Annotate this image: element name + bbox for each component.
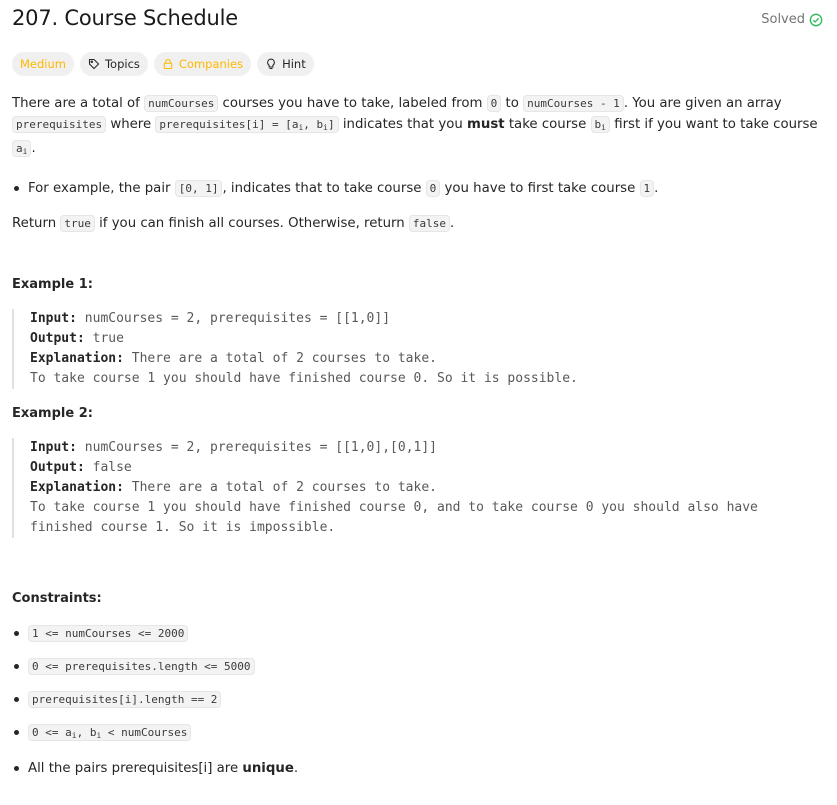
example-1-block [12,309,827,389]
code-zero: 0 [426,180,441,197]
hint-label: Hint [282,57,306,71]
code-prerequisites: prerequisites [12,116,106,133]
text: . [654,181,659,196]
constraint-code [28,724,191,741]
list-item [12,758,827,779]
subscript: i [601,123,606,132]
constraint-code: prerequisites[i].length == 2 [28,691,221,708]
text: indicates that you [338,117,468,132]
code-bi [591,116,610,133]
text: you have to first take course [440,181,640,196]
text: , indicates that to take course [222,181,426,196]
list-item [12,722,827,746]
input-label: Input: [30,440,77,455]
code-numcourses: numCourses [144,95,218,112]
subscript: i [298,123,304,132]
list-item [12,656,827,677]
example-2-block [12,438,827,538]
constraint-code: 1 <= numCourses <= 2000 [28,625,188,642]
topics-label: Topics [104,57,140,71]
subscript: i [96,731,102,740]
text: a [16,142,23,155]
example-1-title: Example 1: [12,277,93,292]
tag-icon [88,58,100,70]
problem-title: 207. Course Schedule [12,6,238,30]
explanation-value: There are a total of 2 courses to take. To take course 1 you should have finished course 0. So it is possible. [30,351,578,386]
explanation-label: Explanation: [30,351,124,366]
text: , b [303,118,324,131]
code-pair: [0, 1] [175,180,223,197]
text: where [106,117,156,132]
text: Return [12,216,61,231]
subscript: i [323,123,328,132]
list-item [12,623,827,644]
output-value: true [84,331,124,346]
output-label: Output: [30,460,85,475]
bold-text: unique [242,761,294,776]
constraint-code: 0 <= prerequisites.length <= 5000 [28,658,255,675]
code-zero: 0 [487,95,502,112]
input-value: numCourses = 2, prerequisites = [[1,0],[0,1]] [76,440,437,455]
description-bullets [12,178,827,199]
constraints-title: Constraints: [12,591,102,606]
text: . [293,761,299,776]
text: to [501,96,524,111]
code-numcourses-minus-one: numCourses - 1 [523,95,624,112]
code-true: true [60,215,95,232]
subscript: i [71,731,77,740]
problem-header [12,0,837,52]
topics-button[interactable] [80,52,148,76]
bold-text: must [467,117,505,132]
output-label: Output: [30,331,85,346]
input-label: Input: [30,311,77,326]
code-prerequisites-i [155,116,338,133]
code-ai [12,140,31,157]
explanation-label: Explanation: [30,480,124,495]
text: ] [328,118,335,131]
text: prerequisites[i] = [a [159,118,299,131]
list-item [12,689,827,710]
text: b [594,118,602,131]
text: For example, the pair [28,181,175,196]
tag-row [12,52,837,76]
return-paragraph [12,213,827,234]
text: . You are given an array [623,96,782,111]
difficulty-badge[interactable] [12,52,74,76]
description-paragraph [12,93,827,162]
output-value: false [84,460,132,475]
difficulty-label: Medium [20,57,66,71]
text: take course [504,117,591,132]
problem-description [12,93,827,779]
companies-label: Companies [178,57,244,71]
code-one: 1 [640,180,655,197]
list-item [12,178,827,199]
example-2-title: Example 2: [12,406,93,421]
lock-icon [162,58,174,70]
companies-button[interactable] [154,52,251,76]
text: . [31,141,36,156]
solved-label: Solved [761,12,805,27]
solved-status [761,6,837,27]
input-value: numCourses = 2, prerequisites = [[1,0]] [76,311,391,326]
text: , b [76,726,97,739]
hint-button[interactable] [257,52,314,76]
lightbulb-icon [265,58,277,70]
check-circle-icon [809,13,823,27]
text: first if you want to take course [609,117,818,132]
text: . [450,216,455,231]
constraints-list [12,623,827,779]
text: There are a total of [12,96,145,111]
text: 0 <= a [32,726,72,739]
explanation-value: There are a total of 2 courses to take. To take course 1 you should have finished course 0, and to take course 0 you should also have finished course 1. So it is impossible. [30,480,758,535]
code-false: false [409,215,450,232]
text: courses you have to take, labeled from [218,96,487,111]
text: if you can finish all courses. Otherwise, return [94,216,409,231]
text: All the pairs prerequisites[i] are [28,761,243,776]
subscript: i [22,147,28,156]
text: < numCourses [101,726,188,739]
